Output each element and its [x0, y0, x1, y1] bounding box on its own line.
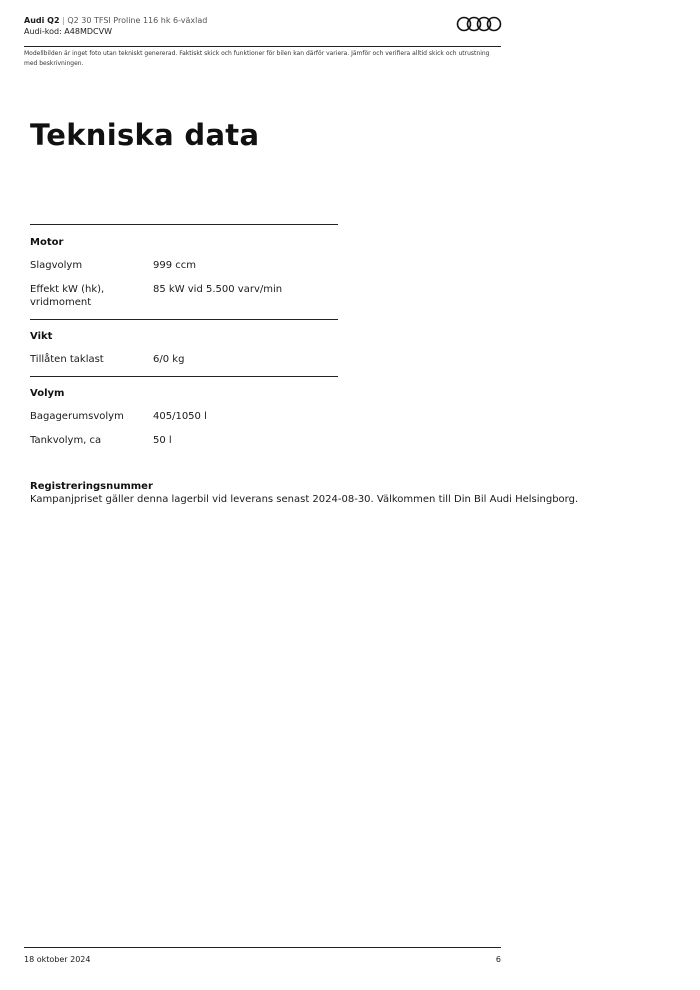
section-divider-weight [30, 319, 338, 320]
model-variant: Q2 30 TFSI Proline 116 hk 6-växlad [67, 16, 208, 25]
section-divider-motor [30, 224, 338, 225]
audi-rings-icon [456, 16, 502, 32]
page-title: Tekniska data [30, 118, 260, 152]
section-heading-motor: Motor [30, 237, 64, 248]
registration-heading: Registreringsnummer [30, 481, 153, 492]
header-model-line [24, 16, 207, 25]
footer-divider [24, 947, 501, 948]
spec-label-displacement: Slagvolym [30, 260, 83, 271]
spec-label-luggage: Bagagerumsvolym [30, 411, 124, 422]
spec-value-power: 85 kW vid 5.500 varv/min [153, 284, 283, 295]
footer-date: 18 oktober 2024 [24, 955, 91, 964]
spec-label-power: Effekt kW (hk), vridmoment [30, 284, 105, 308]
header-separator: | [62, 16, 65, 25]
spec-value-luggage: 405/1050 l [153, 411, 207, 422]
spec-value-displacement: 999 ccm [153, 260, 197, 271]
section-divider-volume [30, 376, 338, 377]
spec-value-roof-load: 6/0 kg [153, 354, 185, 365]
registration-text: Kampanjpriset gäller denna lagerbil vid leverans senast 2024-08-30. Välkommen till Din Bil Audi Helsingborg. [30, 494, 579, 505]
section-heading-weight: Vikt [30, 331, 53, 342]
audi-code: Audi-kod: A48MDCVW [24, 27, 112, 36]
spec-value-tank: 50 l [153, 435, 172, 446]
spec-label-tank: Tankvolym, ca [30, 435, 102, 446]
page-number: 6 [495, 955, 501, 964]
disclaimer-text: Modellbilden är inget foto utan tekniskt genererad. Faktiskt skick och funktioner för bilen kan därför variera. Jämför och verifiera alltid skick och utrustning med beskrivningen. [24, 50, 490, 67]
brand-model: Audi Q2 [24, 16, 60, 25]
header-divider [24, 46, 501, 47]
section-heading-volume: Volym [30, 388, 65, 399]
spec-label-roof-load: Tillåten taklast [30, 354, 104, 365]
